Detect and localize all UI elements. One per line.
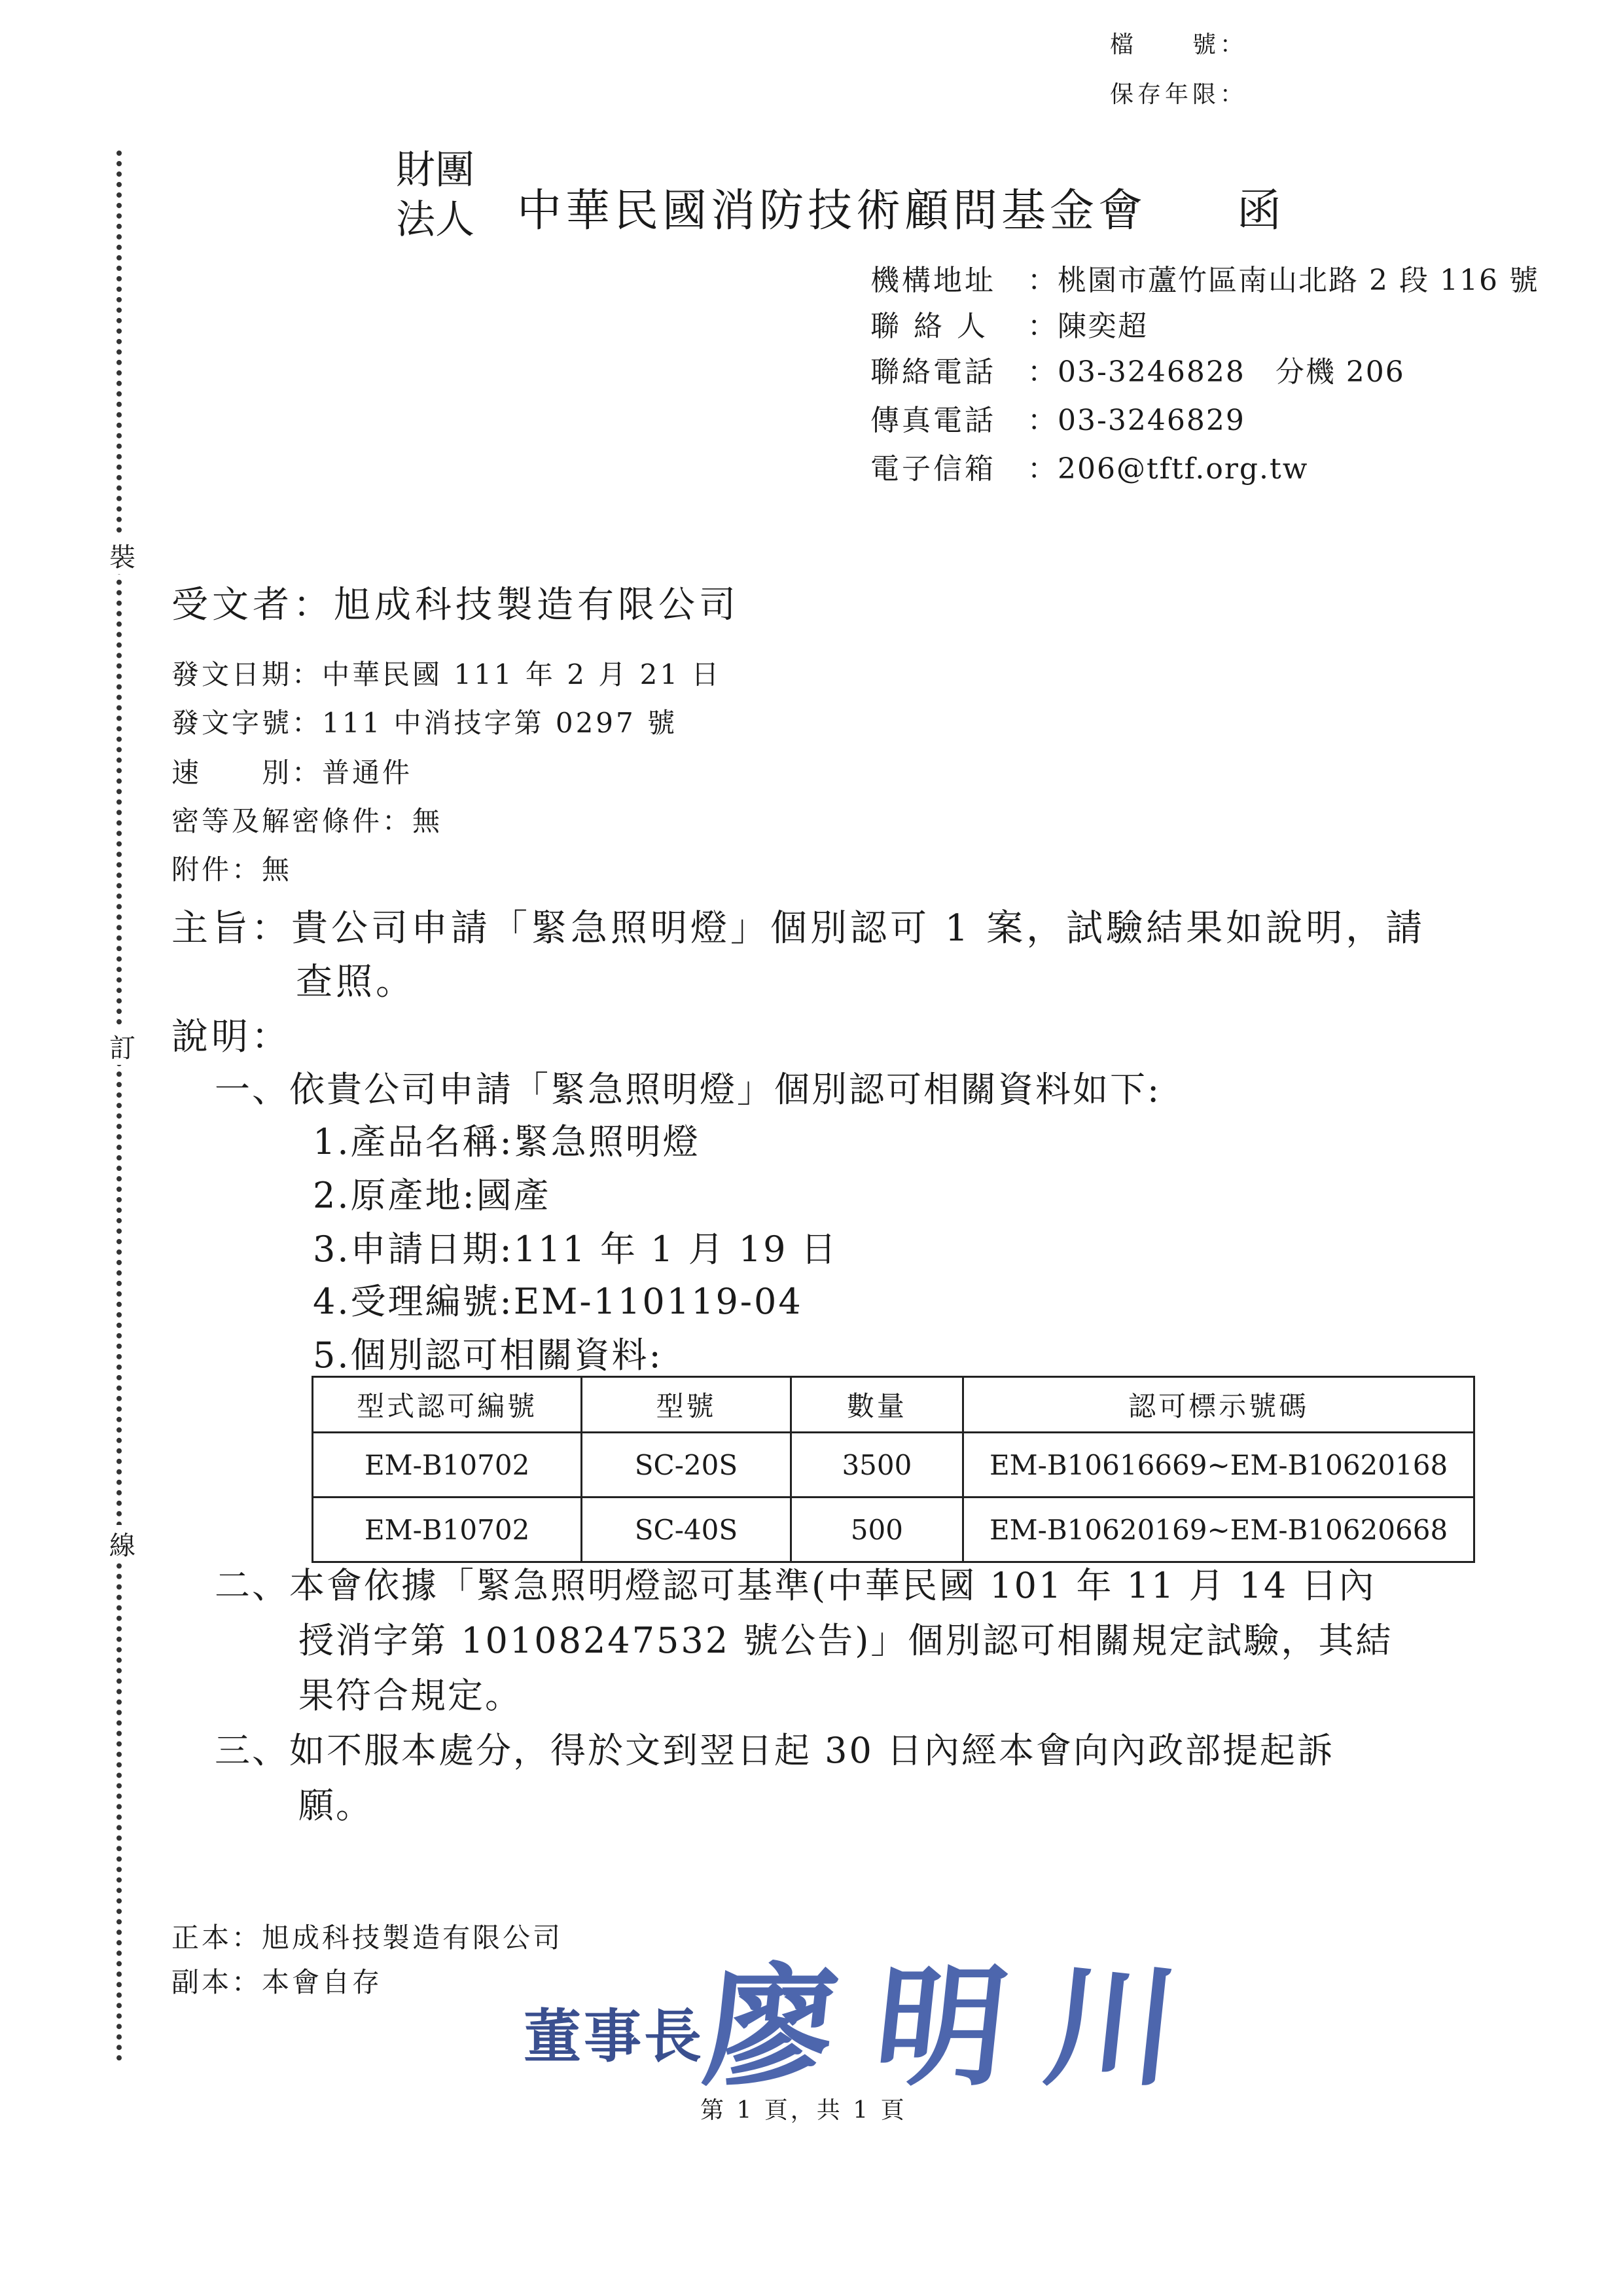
header-type-approval-no: 型式認可編號: [313, 1377, 582, 1433]
subject-line1: 主旨：貴公司申請「緊急照明燈」個別認可 1 案，試驗結果如說明，請: [171, 907, 1426, 950]
cell-quantity: 500: [791, 1498, 963, 1562]
header-quantity: 數量: [791, 1377, 963, 1433]
copy-original: 正本：旭成科技製造有限公司: [171, 1922, 563, 1954]
cell-type-approval-no: EM-B10702: [313, 1433, 582, 1498]
cell-quantity: 3500: [791, 1433, 963, 1498]
org-type-line2: 法人: [396, 197, 474, 243]
contact-phone: [870, 348, 1405, 390]
issue-number: 發文字號：111 中消技字第 0297 號: [171, 707, 678, 739]
explanation-heading: 說明：: [171, 1016, 291, 1058]
signature-title: 董事長: [524, 2003, 705, 2070]
doc-type: 函: [1237, 185, 1286, 237]
table-header-row: [313, 1377, 1474, 1433]
binding-dotted-line: [116, 151, 122, 2062]
explanation-item-2-line2: 授消字第 10108247532 號公告)」個別認可相關規定試驗，其結: [298, 1620, 1393, 1661]
contact-fax-value: ：03-3246829: [1027, 404, 1245, 437]
binding-mark-xian: 線: [108, 1525, 137, 1562]
contact-fax-label: 傳真電話: [870, 404, 996, 437]
explanation-sub-1: 1.產品名稱:緊急照明燈: [313, 1121, 700, 1162]
explanation-sub-2: 2.原產地:國產: [313, 1175, 551, 1216]
page-number: 第 1 頁，共 1 頁: [700, 2097, 907, 2124]
contact-address-label: 機構地址: [870, 264, 996, 297]
explanation-sub-4: 4.受理編號:EM-110119-04: [313, 1281, 803, 1322]
contact-address-value: ：桃園市蘆竹區南山北路 2 段 116 號: [1027, 264, 1539, 297]
header-mark-numbers: 認可標示號碼: [963, 1377, 1474, 1433]
cell-model: SC-20S: [582, 1433, 791, 1498]
contact-email-label: 電子信箱: [870, 452, 996, 486]
binding-mark-zhuang: 裝: [108, 537, 137, 574]
contact-person-value: ：陳奕超: [1027, 310, 1148, 343]
contact-fax: [870, 397, 1245, 439]
explanation-sub-5: 5.個別認可相關資料:: [313, 1335, 663, 1376]
explanation-item-2-line3: 果符合規定。: [298, 1675, 522, 1716]
copy-duplicate: 副本：本會自存: [171, 1966, 383, 1998]
secrecy-level: 密等及解密條件：無: [171, 805, 443, 837]
cell-type-approval-no: EM-B10702: [313, 1498, 582, 1562]
contact-person: [870, 302, 1148, 344]
contact-person-label: 聯 絡 人: [870, 310, 988, 343]
recipient: 受文者：旭成科技製造有限公司: [171, 584, 740, 626]
cell-mark-numbers: EM-B10620169~EM-B10620668: [963, 1498, 1474, 1562]
binding-mark-ding: 訂: [108, 1028, 137, 1065]
contact-email-value: ：206@tftf.org.tw: [1027, 452, 1309, 486]
issue-date: 發文日期：中華民國 111 年 2 月 21 日: [171, 658, 722, 691]
contact-address: [870, 257, 1539, 298]
explanation-item-2-line1: 二、本會依據「緊急照明燈認可基準(中華民國 101 年 11 月 14 日內: [215, 1565, 1376, 1606]
signature-name: 廖明川: [697, 1952, 1224, 2104]
contact-phone-value: ：03-3246828 分機 206: [1027, 355, 1405, 389]
speed-class: 速 別：普通件: [171, 757, 413, 789]
header-model: 型號: [582, 1377, 791, 1433]
explanation-item-1: 一、依貴公司申請「緊急照明燈」個別認可相關資料如下:: [215, 1069, 1162, 1110]
retention-label: 保存年限：: [1110, 81, 1248, 108]
explanation-sub-3: 3.申請日期:111 年 1 月 19 日: [313, 1229, 838, 1270]
explanation-item-3-line1: 三、如不服本處分，得於文到翌日起 30 日內經本會向內政部提起訴: [215, 1730, 1335, 1771]
attachment: 附件：無: [171, 853, 293, 886]
cell-mark-numbers: EM-B10616669~EM-B10620168: [963, 1433, 1474, 1498]
explanation-item-3-line2: 願。: [298, 1785, 373, 1826]
subject-line2: 查照。: [296, 961, 416, 1003]
certification-table: [312, 1376, 1475, 1563]
contact-phone-label: 聯絡電話: [870, 355, 996, 389]
org-type-line1: 財團: [396, 147, 474, 193]
contact-email: [870, 445, 1308, 487]
org-name: 中華民國消防技術顧問基金會: [517, 185, 1147, 237]
table-row: [313, 1433, 1474, 1498]
file-number-label: 檔 號：: [1110, 31, 1248, 58]
table-row: [313, 1498, 1474, 1562]
cell-model: SC-40S: [582, 1498, 791, 1562]
